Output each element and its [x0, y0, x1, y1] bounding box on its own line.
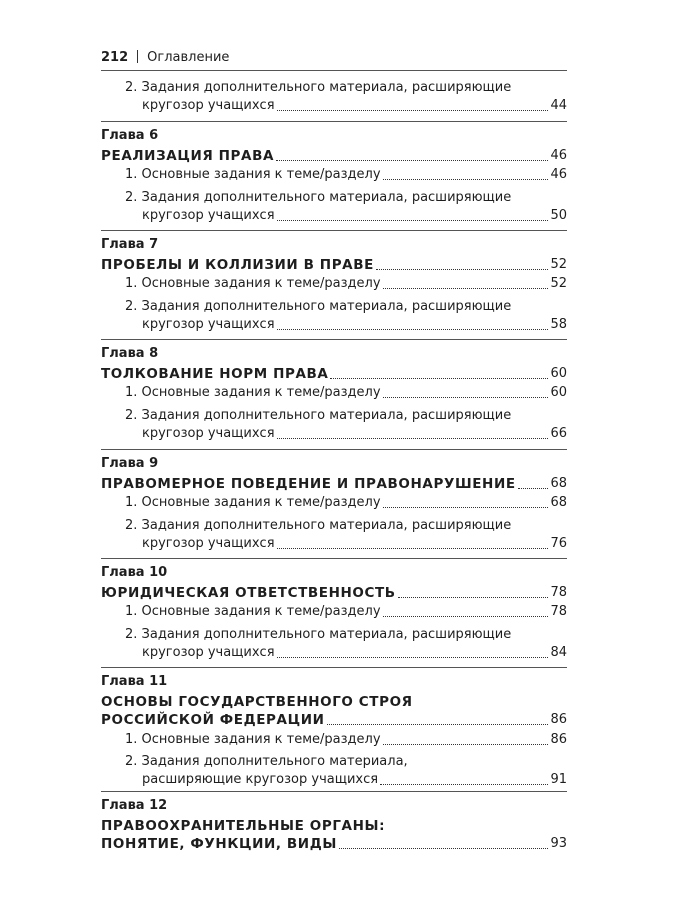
toc-item-line [101, 771, 567, 789]
chapter-title-line [101, 711, 567, 729]
toc-item[interactable] [101, 494, 567, 512]
chapter-divider [101, 667, 567, 668]
dot-leader [327, 724, 549, 725]
chapter-label: Глава 12 [101, 798, 168, 813]
toc-item-line2: кругозор учащихся [142, 98, 275, 113]
chapter-label: Глава 11 [101, 674, 168, 689]
toc-page-ref: 58 [550, 316, 567, 332]
toc-item-line [101, 517, 567, 535]
chapter-divider [101, 791, 567, 792]
chapter-divider [101, 449, 567, 450]
toc-item-label: Задания дополнительного материала, расширяющие [141, 517, 512, 533]
toc-item-text [101, 626, 511, 644]
dot-leader [339, 848, 549, 849]
dot-leader [383, 179, 549, 180]
toc-page-ref: 76 [550, 535, 567, 551]
chapter-title: РОССИЙСКОЙ ФЕДЕРАЦИИ [101, 711, 325, 728]
toc-item[interactable] [101, 753, 567, 789]
toc-item-text [101, 298, 511, 316]
chapter-title-line [101, 835, 567, 853]
chapter-label: Глава 7 [101, 237, 159, 252]
toc-page-ref: 60 [550, 385, 567, 400]
page-header [101, 46, 567, 71]
toc-item-text [101, 494, 381, 512]
toc-item-line [101, 384, 567, 402]
toc-item[interactable] [101, 407, 567, 443]
toc-page-ref: 60 [550, 365, 567, 381]
toc-item-number: 2. [125, 80, 138, 95]
toc-item-label: Основные задания к теме/разделу [141, 731, 381, 747]
chapter-title-entry[interactable] [101, 256, 567, 274]
chapter-title-line [101, 584, 567, 602]
toc-item-text [101, 407, 511, 425]
toc-item[interactable] [101, 189, 567, 225]
dot-leader [383, 397, 549, 398]
toc-item[interactable] [101, 731, 567, 749]
toc-item-line [101, 644, 567, 662]
chapter-title-entry[interactable] [101, 584, 567, 602]
section-title: Оглавление [147, 50, 230, 65]
toc-item-text [101, 753, 408, 771]
toc-page-ref: 91 [550, 772, 567, 787]
toc-item[interactable] [101, 626, 567, 662]
toc-item-number: 2. [125, 517, 138, 533]
toc-item-label: кругозор учащихся [142, 316, 275, 332]
chapter-divider [101, 339, 567, 340]
toc-item-text [101, 166, 381, 184]
dot-leader [376, 269, 549, 270]
toc-item-line [101, 626, 567, 644]
toc-item-text [101, 603, 381, 621]
toc-item-number: 1. [125, 385, 138, 400]
toc-item[interactable] [101, 517, 567, 553]
chapter-title: ПРАВООХРАНИТЕЛЬНЫЕ ОРГАНЫ: [101, 817, 386, 834]
chapter-label: Глава 9 [101, 456, 159, 471]
toc-item[interactable] [101, 166, 567, 184]
toc-item-label: Задания дополнительного материала, расширяющие [141, 189, 512, 205]
chapter-divider [101, 558, 567, 559]
toc-item-label: Задания дополнительного материала, расширяющие [141, 298, 512, 314]
toc-page-ref: 50 [550, 207, 567, 223]
toc-page-ref: 44 [550, 98, 567, 113]
chapter-label: Глава 6 [101, 128, 159, 143]
dot-leader [330, 378, 548, 379]
chapter-label: Глава 8 [101, 346, 159, 361]
toc-item-line [101, 731, 567, 749]
dot-leader [277, 110, 549, 111]
toc-item-label: Основные задания к теме/разделу [141, 604, 381, 619]
toc-item-line [101, 275, 567, 293]
toc-page-ref: 78 [550, 584, 567, 600]
toc-item-number: 1. [125, 604, 138, 619]
toc-item-line [101, 166, 567, 184]
dot-leader [398, 597, 549, 598]
toc-page-ref: 46 [550, 167, 567, 182]
dot-leader [383, 507, 549, 508]
toc-item-label: кругозор учащихся [142, 207, 275, 223]
chapter-title-line [101, 256, 567, 274]
chapter-title: ТОЛКОВАНИЕ НОРМ ПРАВА [101, 365, 329, 382]
toc-item-line [101, 494, 567, 512]
toc-item-line [101, 298, 567, 316]
toc-item-label: Основные задания к теме/разделу [141, 167, 381, 182]
toc-item-line [101, 189, 567, 207]
toc-item-label: расширяющие кругозор учащихся [142, 772, 379, 787]
dot-leader [277, 657, 549, 658]
chapter-title-line [101, 475, 567, 493]
toc-item-line [101, 79, 567, 97]
toc-item-number: 2. [125, 189, 138, 205]
toc-item-number: 1. [125, 276, 138, 291]
toc-item-text [101, 275, 381, 293]
chapter-title-entry[interactable] [101, 693, 567, 729]
toc-page-ref: 78 [550, 604, 567, 619]
toc-item-number: 1. [125, 167, 138, 182]
toc-item-label: Задания дополнительного материала, расширяющие [141, 626, 512, 642]
toc-item-line [101, 603, 567, 621]
toc-item[interactable] [101, 275, 567, 293]
toc-item-line1: Задания дополнительного материала, расширяющие [141, 80, 512, 95]
toc-page-ref: 86 [550, 731, 567, 747]
toc-item-number: 2. [125, 626, 138, 642]
chapter-title-entry[interactable] [101, 817, 567, 853]
toc-item-line [101, 535, 567, 553]
dot-leader [383, 288, 549, 289]
chapter-title: ОСНОВЫ ГОСУДАРСТВЕННОГО СТРОЯ [101, 693, 413, 710]
toc-item-line [101, 425, 567, 443]
toc-page-ref: 93 [550, 835, 567, 851]
toc-page-ref: 86 [550, 711, 567, 727]
toc-item-number: 2. [125, 298, 138, 314]
chapter-title-entry[interactable] [101, 475, 567, 493]
header-divider [137, 50, 138, 63]
toc-item[interactable] [101, 79, 567, 115]
toc-item-line [101, 753, 567, 771]
toc-item-label: кругозор учащихся [142, 535, 275, 551]
toc-item-text [101, 731, 381, 749]
toc-item-label: Основные задания к теме/разделу [141, 495, 381, 510]
toc-page-ref: 66 [550, 425, 567, 441]
toc-page-ref: 84 [550, 644, 567, 660]
toc-item-label: Основные задания к теме/разделу [141, 276, 381, 291]
chapter-title: ПРАВОМЕРНОЕ ПОВЕДЕНИЕ И ПРАВОНАРУШЕНИЕ [101, 475, 516, 492]
chapter-title-entry[interactable] [101, 147, 567, 165]
chapter-title-line [101, 817, 567, 835]
chapter-title-line [101, 147, 567, 165]
dot-leader [276, 160, 548, 161]
dot-leader [518, 488, 549, 489]
dot-leader [277, 438, 549, 439]
toc-item[interactable] [101, 384, 567, 402]
toc-page-ref: 68 [550, 475, 567, 491]
toc-item-number: 2. [125, 754, 138, 769]
toc-item-label: кругозор учащихся [142, 644, 275, 660]
chapter-label: Глава 10 [101, 565, 168, 580]
dot-leader [277, 548, 549, 549]
toc-item-text [101, 79, 511, 97]
chapter-title-line [101, 693, 567, 711]
chapter-title: РЕАЛИЗАЦИЯ ПРАВА [101, 147, 275, 164]
toc-item-line [101, 207, 567, 225]
toc-item-label: Задания дополнительного материала, [141, 754, 408, 769]
dot-leader [277, 329, 549, 330]
toc-page-ref: 52 [550, 276, 567, 291]
toc-item-text [101, 189, 511, 207]
toc-page-ref: 52 [550, 256, 567, 272]
dot-leader [380, 784, 548, 785]
toc-item[interactable] [101, 603, 567, 621]
chapter-title: ЮРИДИЧЕСКАЯ ОТВЕТСТВЕННОСТЬ [101, 584, 396, 601]
toc-item-label: кругозор учащихся [142, 425, 275, 441]
dot-leader [383, 616, 549, 617]
toc-item-label: Основные задания к теме/разделу [141, 385, 381, 400]
toc-item-number: 2. [125, 407, 138, 423]
dot-leader [277, 220, 549, 221]
toc-page-ref: 46 [550, 147, 567, 163]
toc-item-label: Задания дополнительного материала, расширяющие [141, 407, 512, 423]
toc-item-line [101, 316, 567, 334]
chapter-title: ПРОБЕЛЫ И КОЛЛИЗИИ В ПРАВЕ [101, 256, 374, 273]
toc-item-line [101, 97, 567, 115]
toc-page-ref: 68 [550, 495, 567, 510]
chapter-title-entry[interactable] [101, 365, 567, 383]
toc-item[interactable] [101, 298, 567, 334]
dot-leader [383, 744, 549, 745]
toc-item-line [101, 407, 567, 425]
chapter-divider [101, 121, 567, 122]
chapter-title: ПОНЯТИЕ, ФУНКЦИИ, ВИДЫ [101, 835, 337, 852]
chapter-title-line [101, 365, 567, 383]
toc-item-text [101, 517, 511, 535]
toc-item-number: 1. [125, 731, 138, 747]
toc-item-number: 1. [125, 495, 138, 510]
toc-item-text [101, 384, 381, 402]
chapter-divider [101, 230, 567, 231]
page-number: 212 [101, 50, 129, 65]
